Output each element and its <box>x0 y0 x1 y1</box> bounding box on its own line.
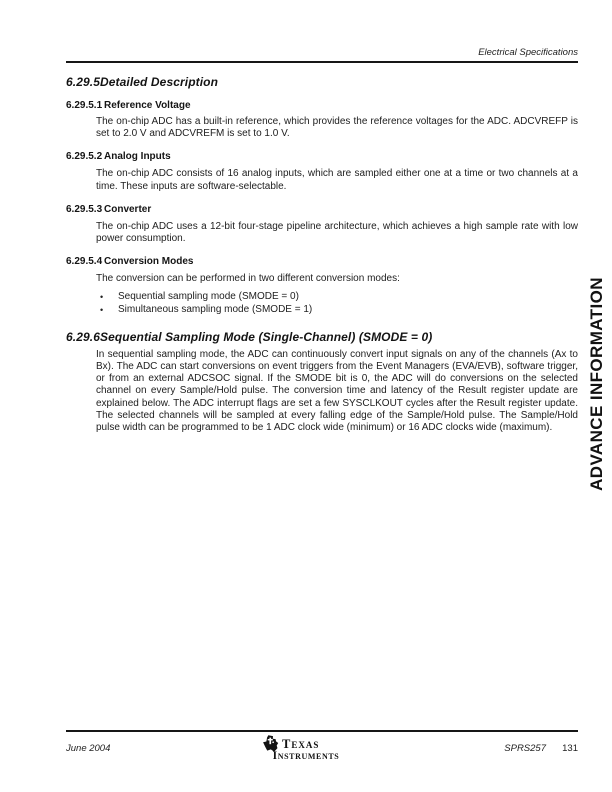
running-header-title: Electrical Specifications <box>478 47 578 58</box>
section-heading-detailed-description <box>66 75 578 89</box>
conversion-modes-bullet-list <box>100 291 578 315</box>
subsection-number: 6.29.5.3 <box>66 203 103 215</box>
footer-page-number: 131 <box>562 743 578 754</box>
footer-document-id: SPRS257 <box>504 743 546 754</box>
list-item <box>100 291 578 303</box>
subsection-title: Conversion Modes <box>104 256 194 268</box>
section-title: Sequential Sampling Mode (Single-Channel) (SMODE = 0) <box>100 329 433 344</box>
conversion-modes-paragraph: The conversion can be performed in two different conversion modes: <box>96 273 400 285</box>
subsection-heading-converter <box>66 204 578 216</box>
sequential-sampling-paragraph: In sequential sampling mode, the ADC can continuously convert input signals on any of the channels (Ax to Bx). The ADC can start conversions on event triggers from the Event Managers (EVA/EVB), software trigger, or from an external ADCSOC signal. If the SMODE bit is 0, the ADC will do conversions on the selected channel on every Sample/Hold pulse. The conversion time and latency of the Result register update are explained below. The ADC interrupt flags are set a few SYSCLKOUT cycles after the Result register update. The selected channels will be sampled at every falling edge of the Sample/Hold pulse. The Sample/Hold pulse width can be programmed to be 1 ADC clock wide (minimum) or 16 ADC clocks wide (maximum). <box>96 348 578 434</box>
bullet-text: Sequential sampling mode (SMODE = 0) <box>118 291 299 303</box>
section-heading-sequential-sampling <box>66 330 578 344</box>
subsection-title: Analog Inputs <box>104 151 171 163</box>
converter-paragraph: The on-chip ADC uses a 12-bit four-stage pipeline architecture, which achieves a high sample rate with low power consumption. <box>96 220 578 245</box>
footer-rule <box>66 730 578 732</box>
reference-voltage-paragraph: The on-chip ADC has a built-in reference, which provides the reference voltages for the ADC. ADCVREFP is set to 2.0 V and ADCVREFM is set to 1.0 V. <box>96 116 578 140</box>
bullet-icon: • <box>100 292 104 303</box>
logo-text-instruments: Instruments <box>272 750 340 762</box>
section-number: 6.29.6 <box>66 329 100 344</box>
logo-text-texas: Texas <box>282 736 320 751</box>
list-item <box>100 304 578 316</box>
bullet-icon: • <box>100 304 104 315</box>
subsection-heading-analog-inputs <box>66 151 578 163</box>
bullet-text: Simultaneous sampling mode (SMODE = 1) <box>118 303 313 315</box>
section-title: Detailed Description <box>100 75 219 89</box>
subsection-number: 6.29.5.2 <box>66 151 103 163</box>
subsection-heading-conversion-modes <box>66 256 578 268</box>
footer-date: June 2004 <box>66 743 111 754</box>
header-rule <box>66 61 578 63</box>
subsection-number: 6.29.5.4 <box>66 256 103 268</box>
subsection-number: 6.29.5.1 <box>66 100 103 111</box>
subsection-title: Converter <box>104 203 152 215</box>
texas-instruments-logo <box>258 735 354 762</box>
advance-information-banner: ADVANCE INFORMATION <box>587 277 606 491</box>
subsection-title: Reference Voltage <box>104 100 191 111</box>
section-number: 6.29.5 <box>66 75 100 89</box>
page-content <box>66 70 578 434</box>
analog-inputs-paragraph: The on-chip ADC consists of 16 analog inputs, which are sampled either one at a time or two channels at a time. These inputs are software-selectable. <box>96 168 578 192</box>
subsection-heading-reference-voltage <box>66 100 578 112</box>
